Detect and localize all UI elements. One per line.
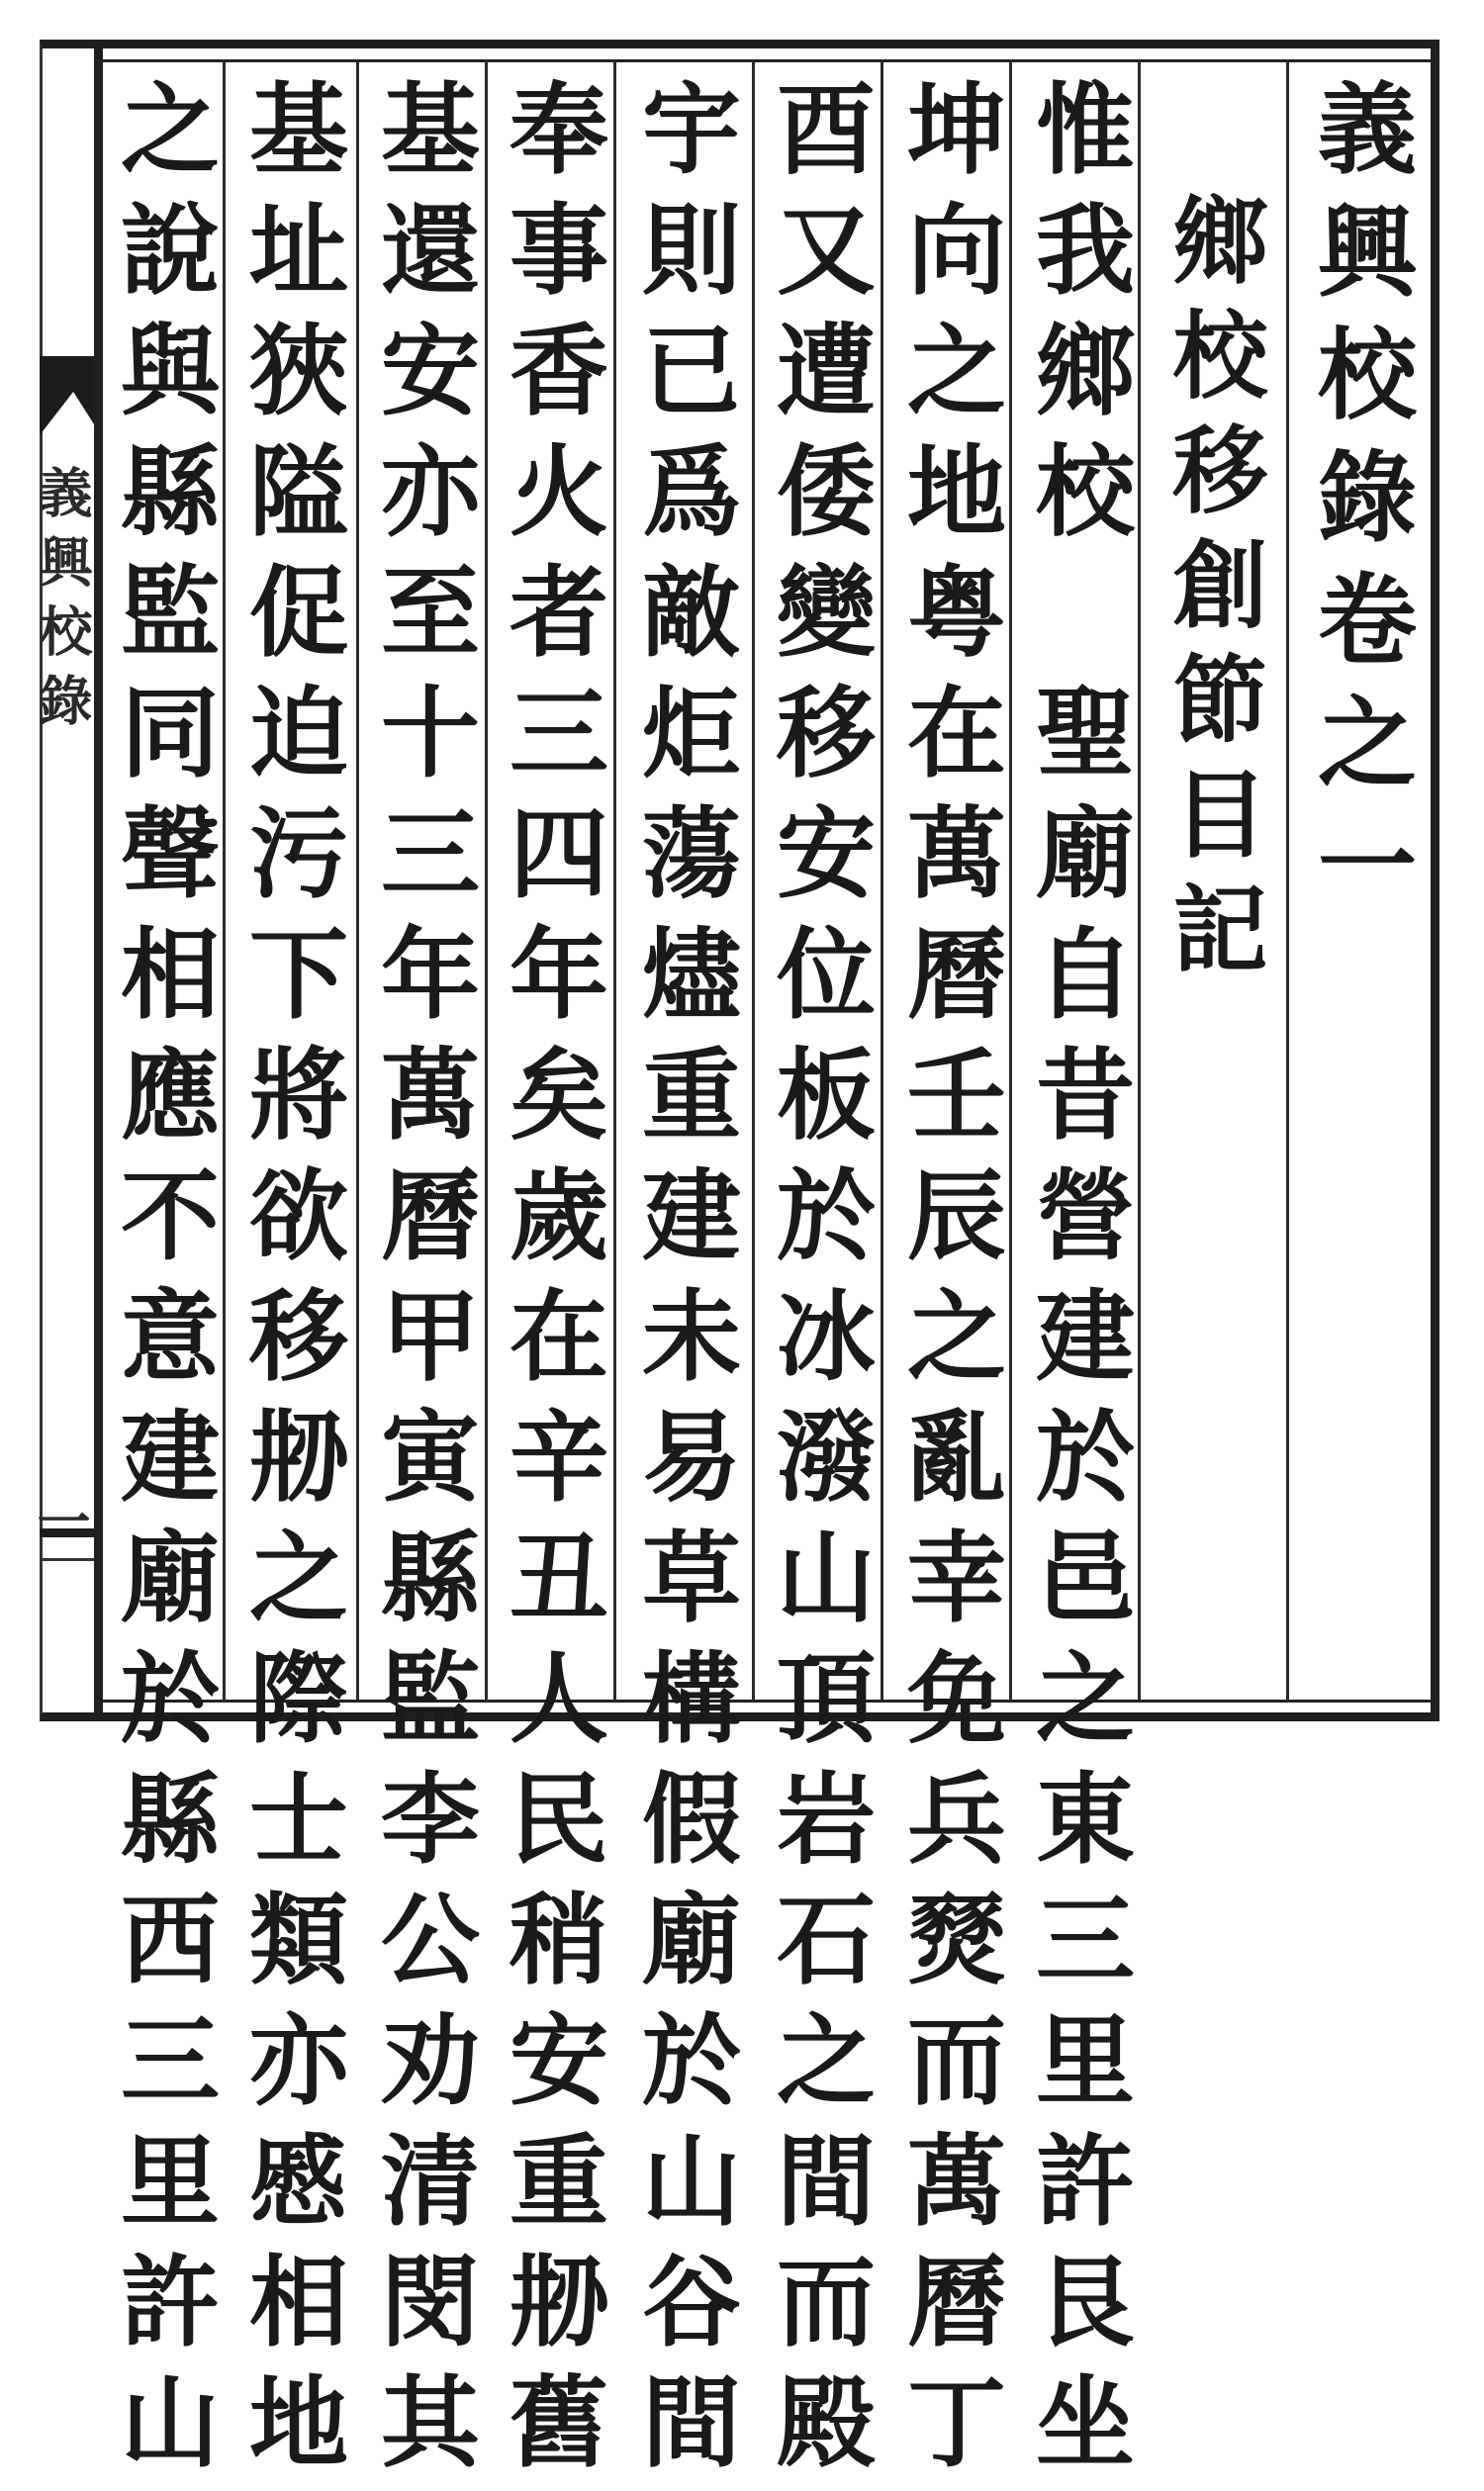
volume-title — [1299, 77, 1420, 1690]
text-column-8 — [102, 77, 223, 2491]
text-column-7 — [231, 77, 351, 2491]
text-line: 之說與縣監同聲相應不意建廟於縣西三里許山 — [104, 77, 221, 2491]
section-title — [1153, 77, 1273, 1690]
section-title-text: 鄉校移創節目記 — [1158, 191, 1269, 994]
column-rule — [1286, 59, 1289, 1702]
column-rule — [881, 59, 883, 1702]
text-column-4 — [623, 77, 744, 2491]
text-line: 惟我鄉校 聖廟自昔營建於邑之東三里許艮坐 — [1019, 77, 1136, 2491]
text-column-6 — [362, 77, 483, 2491]
column-rule — [613, 59, 616, 1702]
column-rule — [1009, 59, 1012, 1702]
margin-book-title: 義興校錄 — [31, 465, 94, 742]
text-line: 酉又遭倭變移安位板於冰潑山頂岩石之間而殿 — [760, 77, 877, 2491]
column-rule — [1138, 59, 1141, 1702]
margin-frame — [29, 40, 101, 1721]
text-line: 宇則已爲敵炬蕩燼重建未易草構假廟於山谷間 — [625, 77, 742, 2491]
column-rule — [223, 59, 226, 1702]
margin-divider-thin — [40, 1558, 101, 1561]
text-line: 基還安亦至十三年萬曆甲寅縣監李公劝清閔其 — [364, 77, 481, 2491]
column-rule — [485, 59, 488, 1702]
text-line: 奉事香火者三四年矣歲在辛丑人民稍安重刱舊 — [493, 77, 609, 2491]
text-line: 基址狹隘促迫污下將欲移刱之際士類亦慼相地 — [232, 77, 349, 2491]
top-rule — [94, 59, 1439, 62]
column-rule — [752, 59, 755, 1702]
page-number: 一 — [29, 1494, 92, 1547]
text-column-1 — [1017, 77, 1138, 2491]
column-rule — [356, 59, 359, 1702]
text-column-3 — [758, 77, 879, 2491]
text-column-5 — [491, 77, 611, 2491]
volume-title-text: 義興校錄卷之一 — [1301, 77, 1418, 936]
text-line: 坤向之地粤在萬曆壬辰之亂幸免兵燹而萬曆丁 — [890, 77, 1007, 2491]
text-column-2 — [888, 77, 1009, 2491]
